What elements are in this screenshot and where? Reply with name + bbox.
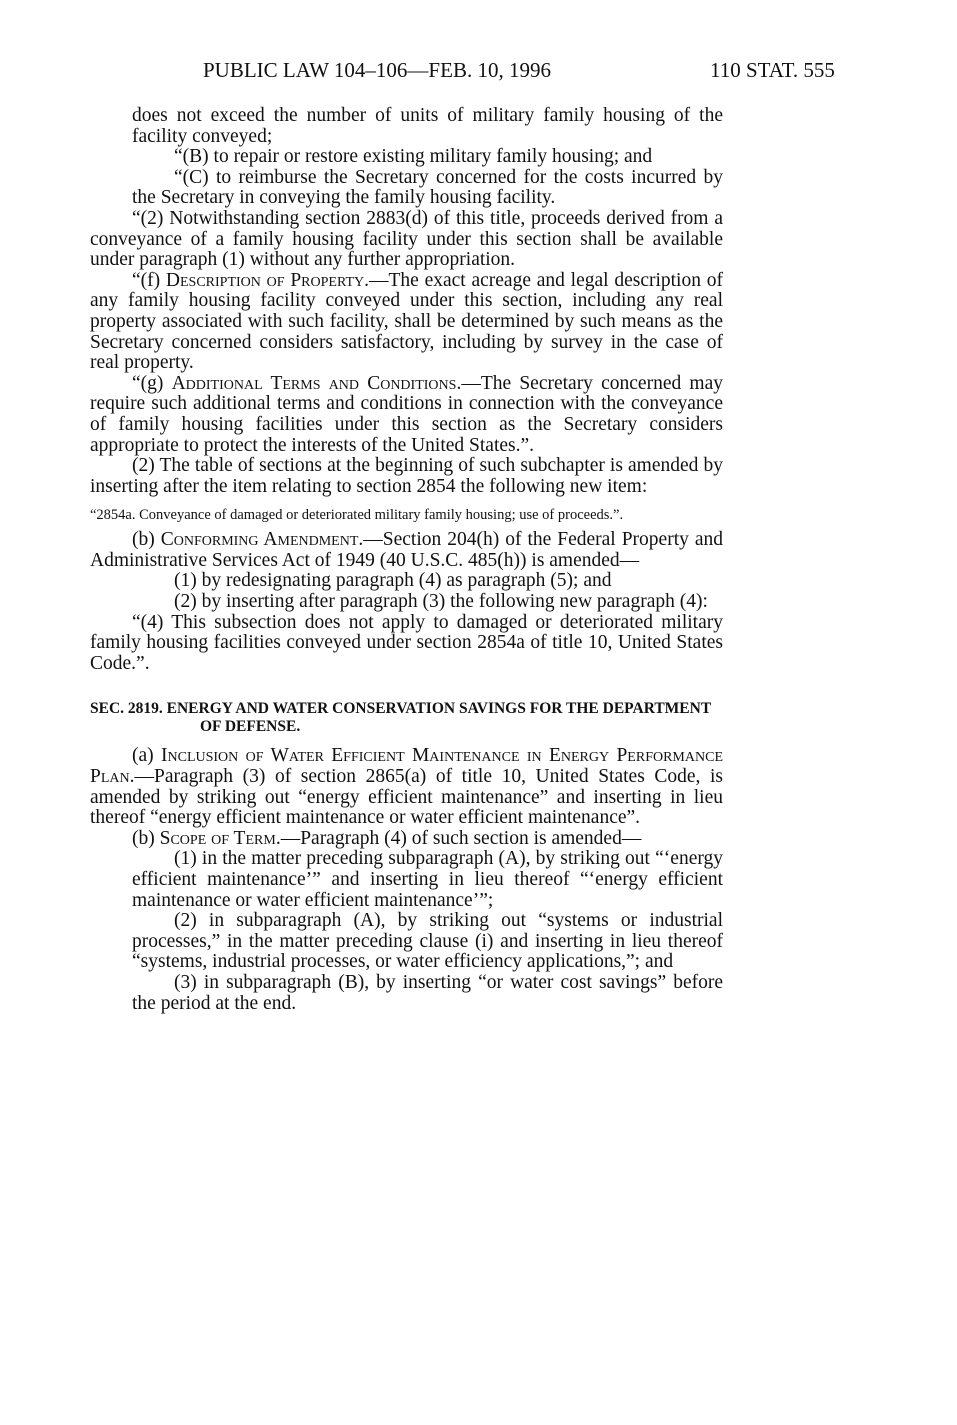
subsection-b2: (b) Scope of Term.—Paragraph (4) of such section is amended—	[132, 827, 642, 849]
page-number: 110 STAT. 555	[710, 58, 835, 82]
subsection-heading: Conforming Amendment	[160, 529, 359, 551]
section-heading: SEC. 2819. ENERGY AND WATER CONSERVATION SAVINGS FOR THE DEPARTMENT OF DEFENSE.	[90, 700, 711, 736]
body-text	[90, 106, 723, 1014]
subsection-heading: Description of Property	[165, 269, 365, 291]
subsection-heading: Additional Terms and Conditions	[171, 372, 457, 394]
subsection-f: “(f) Description of Property.—The exact acreage and legal description of any family housing facility conveyed under this section, including any real property associated with such facility, shall be determined by such means as the Secretary concerned considers satisfactory, including by survey in the case of real property.	[90, 269, 723, 374]
paragraph: “(4) This subsection does not apply to damaged or deteriorated military family housing facilities conveyed under section 2854a of title 10, United States Code.”.	[90, 611, 723, 674]
paragraph: (3) in subparagraph (B), by inserting “or water cost savings” before the period at the end.	[132, 971, 723, 1014]
subsection-heading: Scope of Term	[159, 827, 276, 849]
paragraph: “(C) to reimburse the Secretary concerned for the costs incurred by the Secretary in conveying the family housing facility.	[132, 166, 723, 209]
paragraph: (1) in the matter preceding subparagraph (A), by striking out “‘energy efficient maintenance’” and inserting in lieu thereof “‘energy efficient maintenance or water efficient maintenance’”;	[132, 848, 723, 911]
law-title: PUBLIC LAW 104–106—FEB. 10, 1996	[203, 58, 551, 82]
paragraph: (1) by redesignating paragraph (4) as paragraph (5); and	[174, 570, 612, 592]
paragraph: (2) in subparagraph (A), by striking out “systems or industrial processes,” in the matter preceding clause (i) and inserting in lieu thereof “systems, industrial processes, or water efficiency applications,”; and	[132, 910, 723, 973]
paragraph: “(2) Notwithstanding section 2883(d) of this title, proceeds derived from a conveyance of a family housing facility under this section shall be available under paragraph (1) without any further appropriation.	[90, 207, 723, 271]
paragraph: does not exceed the number of units of military family housing of the facility conveyed;	[132, 105, 723, 147]
paragraph: (2) by inserting after paragraph (3) the following new paragraph (4):	[174, 591, 708, 613]
table-of-sections-item: “2854a. Conveyance of damaged or deteriorated military family housing; use of proceeds.”.	[90, 507, 624, 524]
paragraph: (2) The table of sections at the beginning of such subchapter is amended by inserting after the item relating to section 2854 the following new item:	[90, 455, 723, 497]
running-header	[0, 58, 957, 88]
subsection-a: (a) Inclusion of Water Efficient Maintenance in Energy Performance Plan.—Paragraph (3) of section 2865(a) of title 10, United States Code, is amended by striking out “energy efficient maintenance” and inserting in lieu thereof “energy efficient maintenance or water efficient maintenance”.	[90, 745, 723, 829]
subsection-b: (b) Conforming Amendment.—Section 204(h) of the Federal Property and Administrative Services Act of 1949 (40 U.S.C. 485(h)) is amended—	[90, 529, 724, 571]
subsection-heading: Inclusion of Water Efficient Maintenance in Energy Performance Plan	[90, 745, 723, 788]
paragraph: “(B) to repair or restore existing military family housing; and	[174, 146, 653, 168]
subsection-g: “(g) Additional Terms and Conditions.—The Secretary concerned may require such additional terms and conditions in connection with the conveyance of family housing facilities under this section as the Secretary considers appropriate to protect the interests of the United States.”.	[90, 372, 723, 456]
